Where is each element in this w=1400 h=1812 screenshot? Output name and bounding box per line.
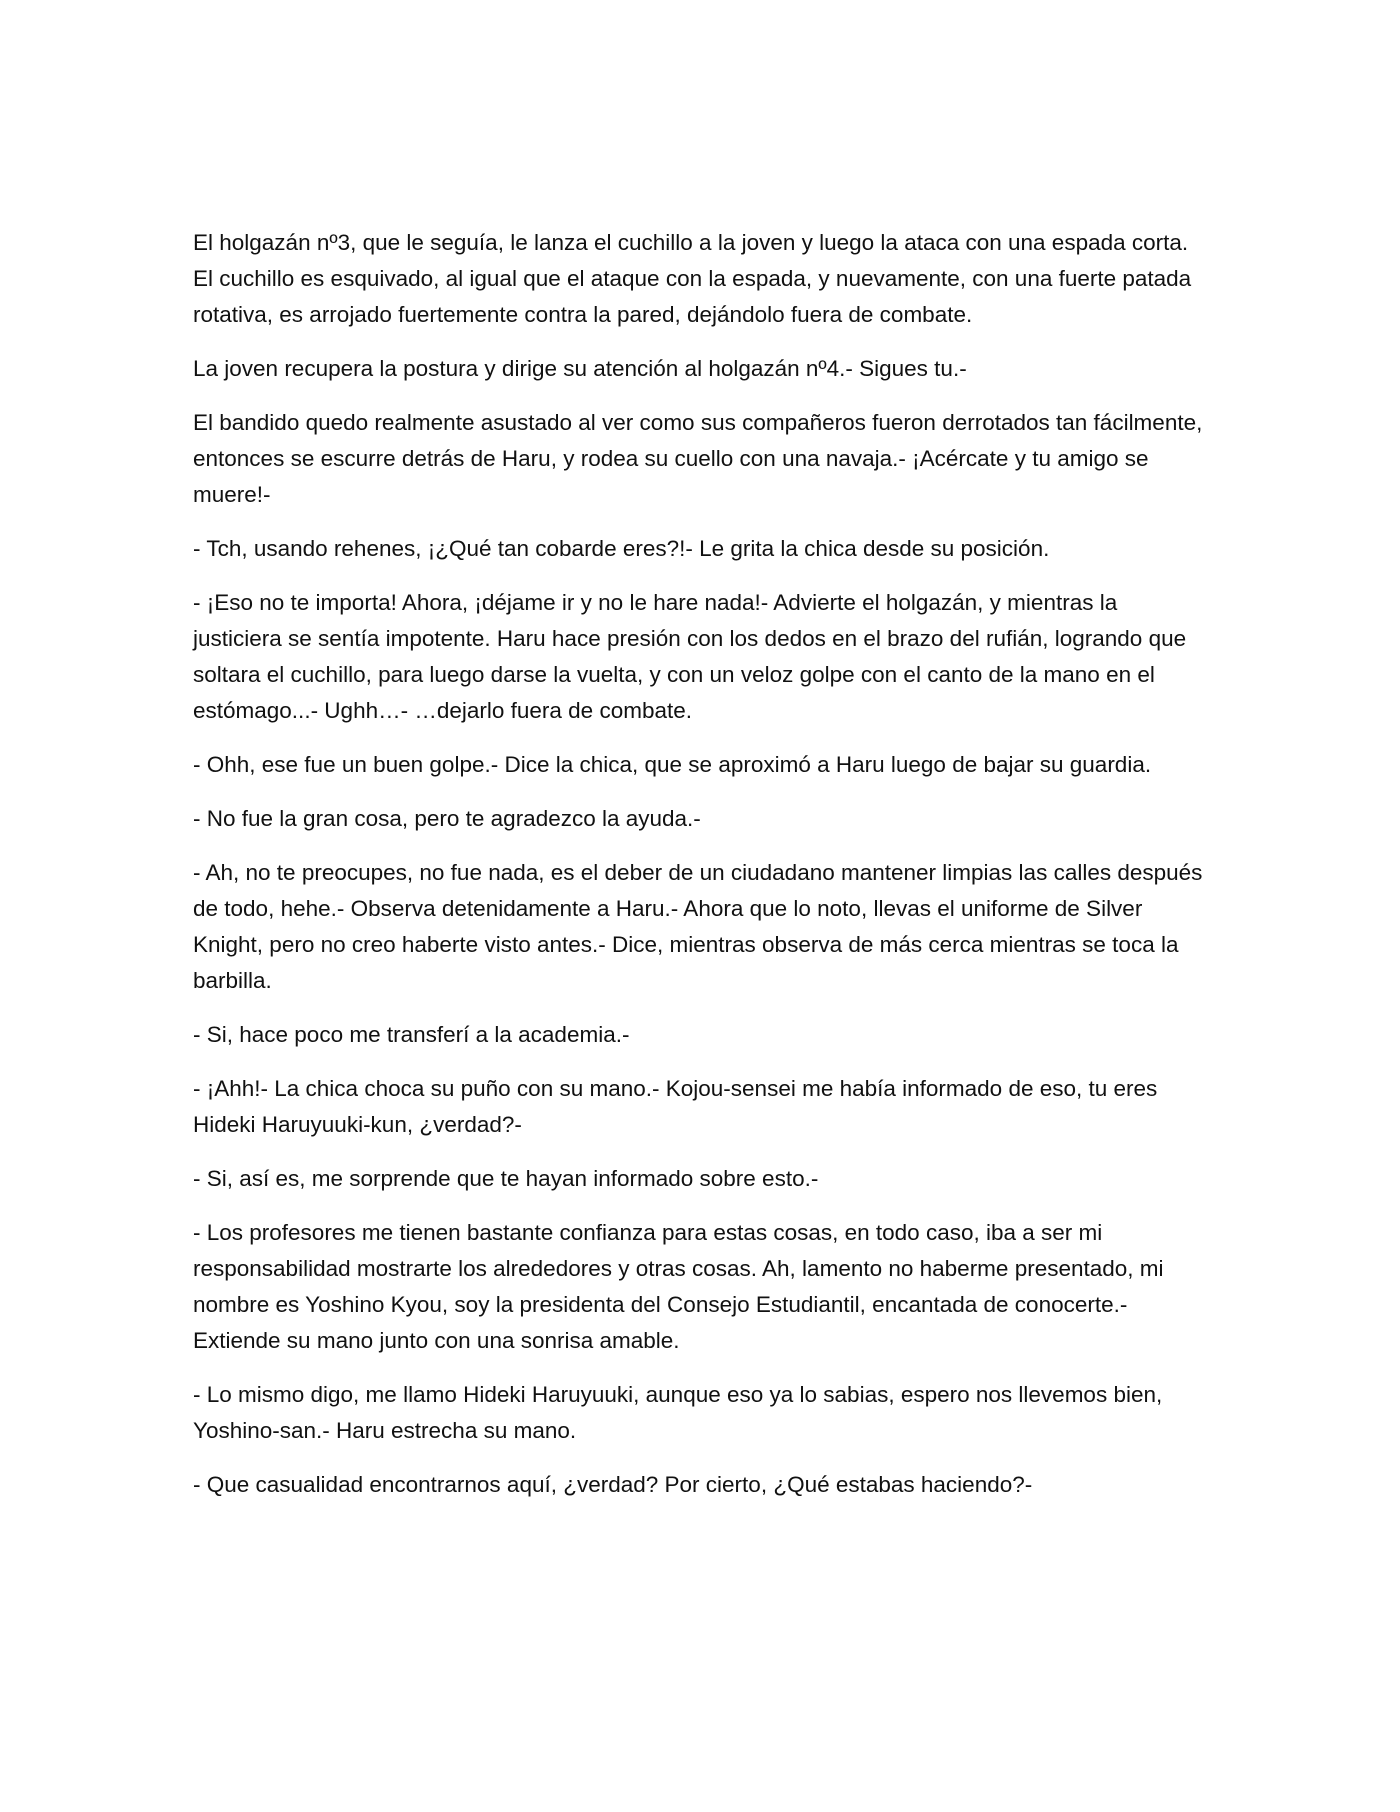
paragraph: - ¡Ahh!- La chica choca su puño con su mano.- Kojou-sensei me había informado de eso, tu eres Hideki Haruyuuki-kun, ¿verdad?- <box>193 1076 1158 1137</box>
paragraph: - Lo mismo digo, me llamo Hideki Haruyuuki, aunque eso ya lo sabias, espero nos llevemos bien, Yoshino-san.- Haru estrecha su mano. <box>193 1382 1163 1443</box>
paragraph: - Si, hace poco me transferí a la academia.- <box>193 1022 630 1047</box>
paragraph: - Ohh, ese fue un buen golpe.- Dice la chica, que se aproximó a Haru luego de bajar su guardia. <box>193 752 1152 777</box>
paragraph: - Ah, no te preocupes, no fue nada, es el deber de un ciudadano mantener limpias las calles después de todo, hehe.- Observa detenidamente a Haru.- Ahora que lo noto, llevas el uniforme de Silver Knight, pero no creo haberte visto antes.- Dice, mientras observa de más cerca mientras se toca la barbilla. <box>193 860 1203 993</box>
paragraph: - Que casualidad encontrarnos aquí, ¿verdad? Por cierto, ¿Qué estabas haciendo?- <box>193 1472 1033 1497</box>
paragraph: El bandido quedo realmente asustado al ver como sus compañeros fueron derrotados tan fácilmente, entonces se escurre detrás de Haru, y rodea su cuello con una navaja.- ¡Acércate y tu amigo se muere!- <box>193 410 1203 507</box>
paragraph: - Los profesores me tienen bastante confianza para estas cosas, en todo caso, iba a ser mi responsabilidad mostrarte los alrededores y otras cosas. Ah, lamento no haberme presentado, mi nombre es Yoshino Kyou, soy la presidenta del Consejo Estudiantil, encantada de conocerte.- Extiende su mano junto con una sonrisa amable. <box>193 1220 1164 1353</box>
paragraph: - Tch, usando rehenes, ¡¿Qué tan cobarde eres?!- Le grita la chica desde su posición. <box>193 536 1050 561</box>
paragraph: El holgazán nº3, que le seguía, le lanza el cuchillo a la joven y luego la ataca con una espada corta. El cuchillo es esquivado, al igual que el ataque con la espada, y nuevamente, con una fuerte patada rotativa, es arrojado fuertemente contra la pared, dejándolo fuera de combate. <box>193 230 1192 327</box>
paragraph: - Si, así es, me sorprende que te hayan informado sobre esto.- <box>193 1166 819 1191</box>
text-body <box>193 225 1208 1521</box>
paragraph: - No fue la gran cosa, pero te agradezco la ayuda.- <box>193 806 701 831</box>
paragraph: - ¡Eso no te importa! Ahora, ¡déjame ir y no le hare nada!- Advierte el holgazán, y mientras la justiciera se sentía impotente. Haru hace presión con los dedos en el brazo del rufián, logrando que soltara el cuchillo, para luego darse la vuelta, y con un veloz golpe con el canto de la mano en el estómago...- Ughh…- …dejarlo fuera de combate. <box>193 590 1187 723</box>
paragraph: La joven recupera la postura y dirige su atención al holgazán nº4.- Sigues tu.- <box>193 356 967 381</box>
